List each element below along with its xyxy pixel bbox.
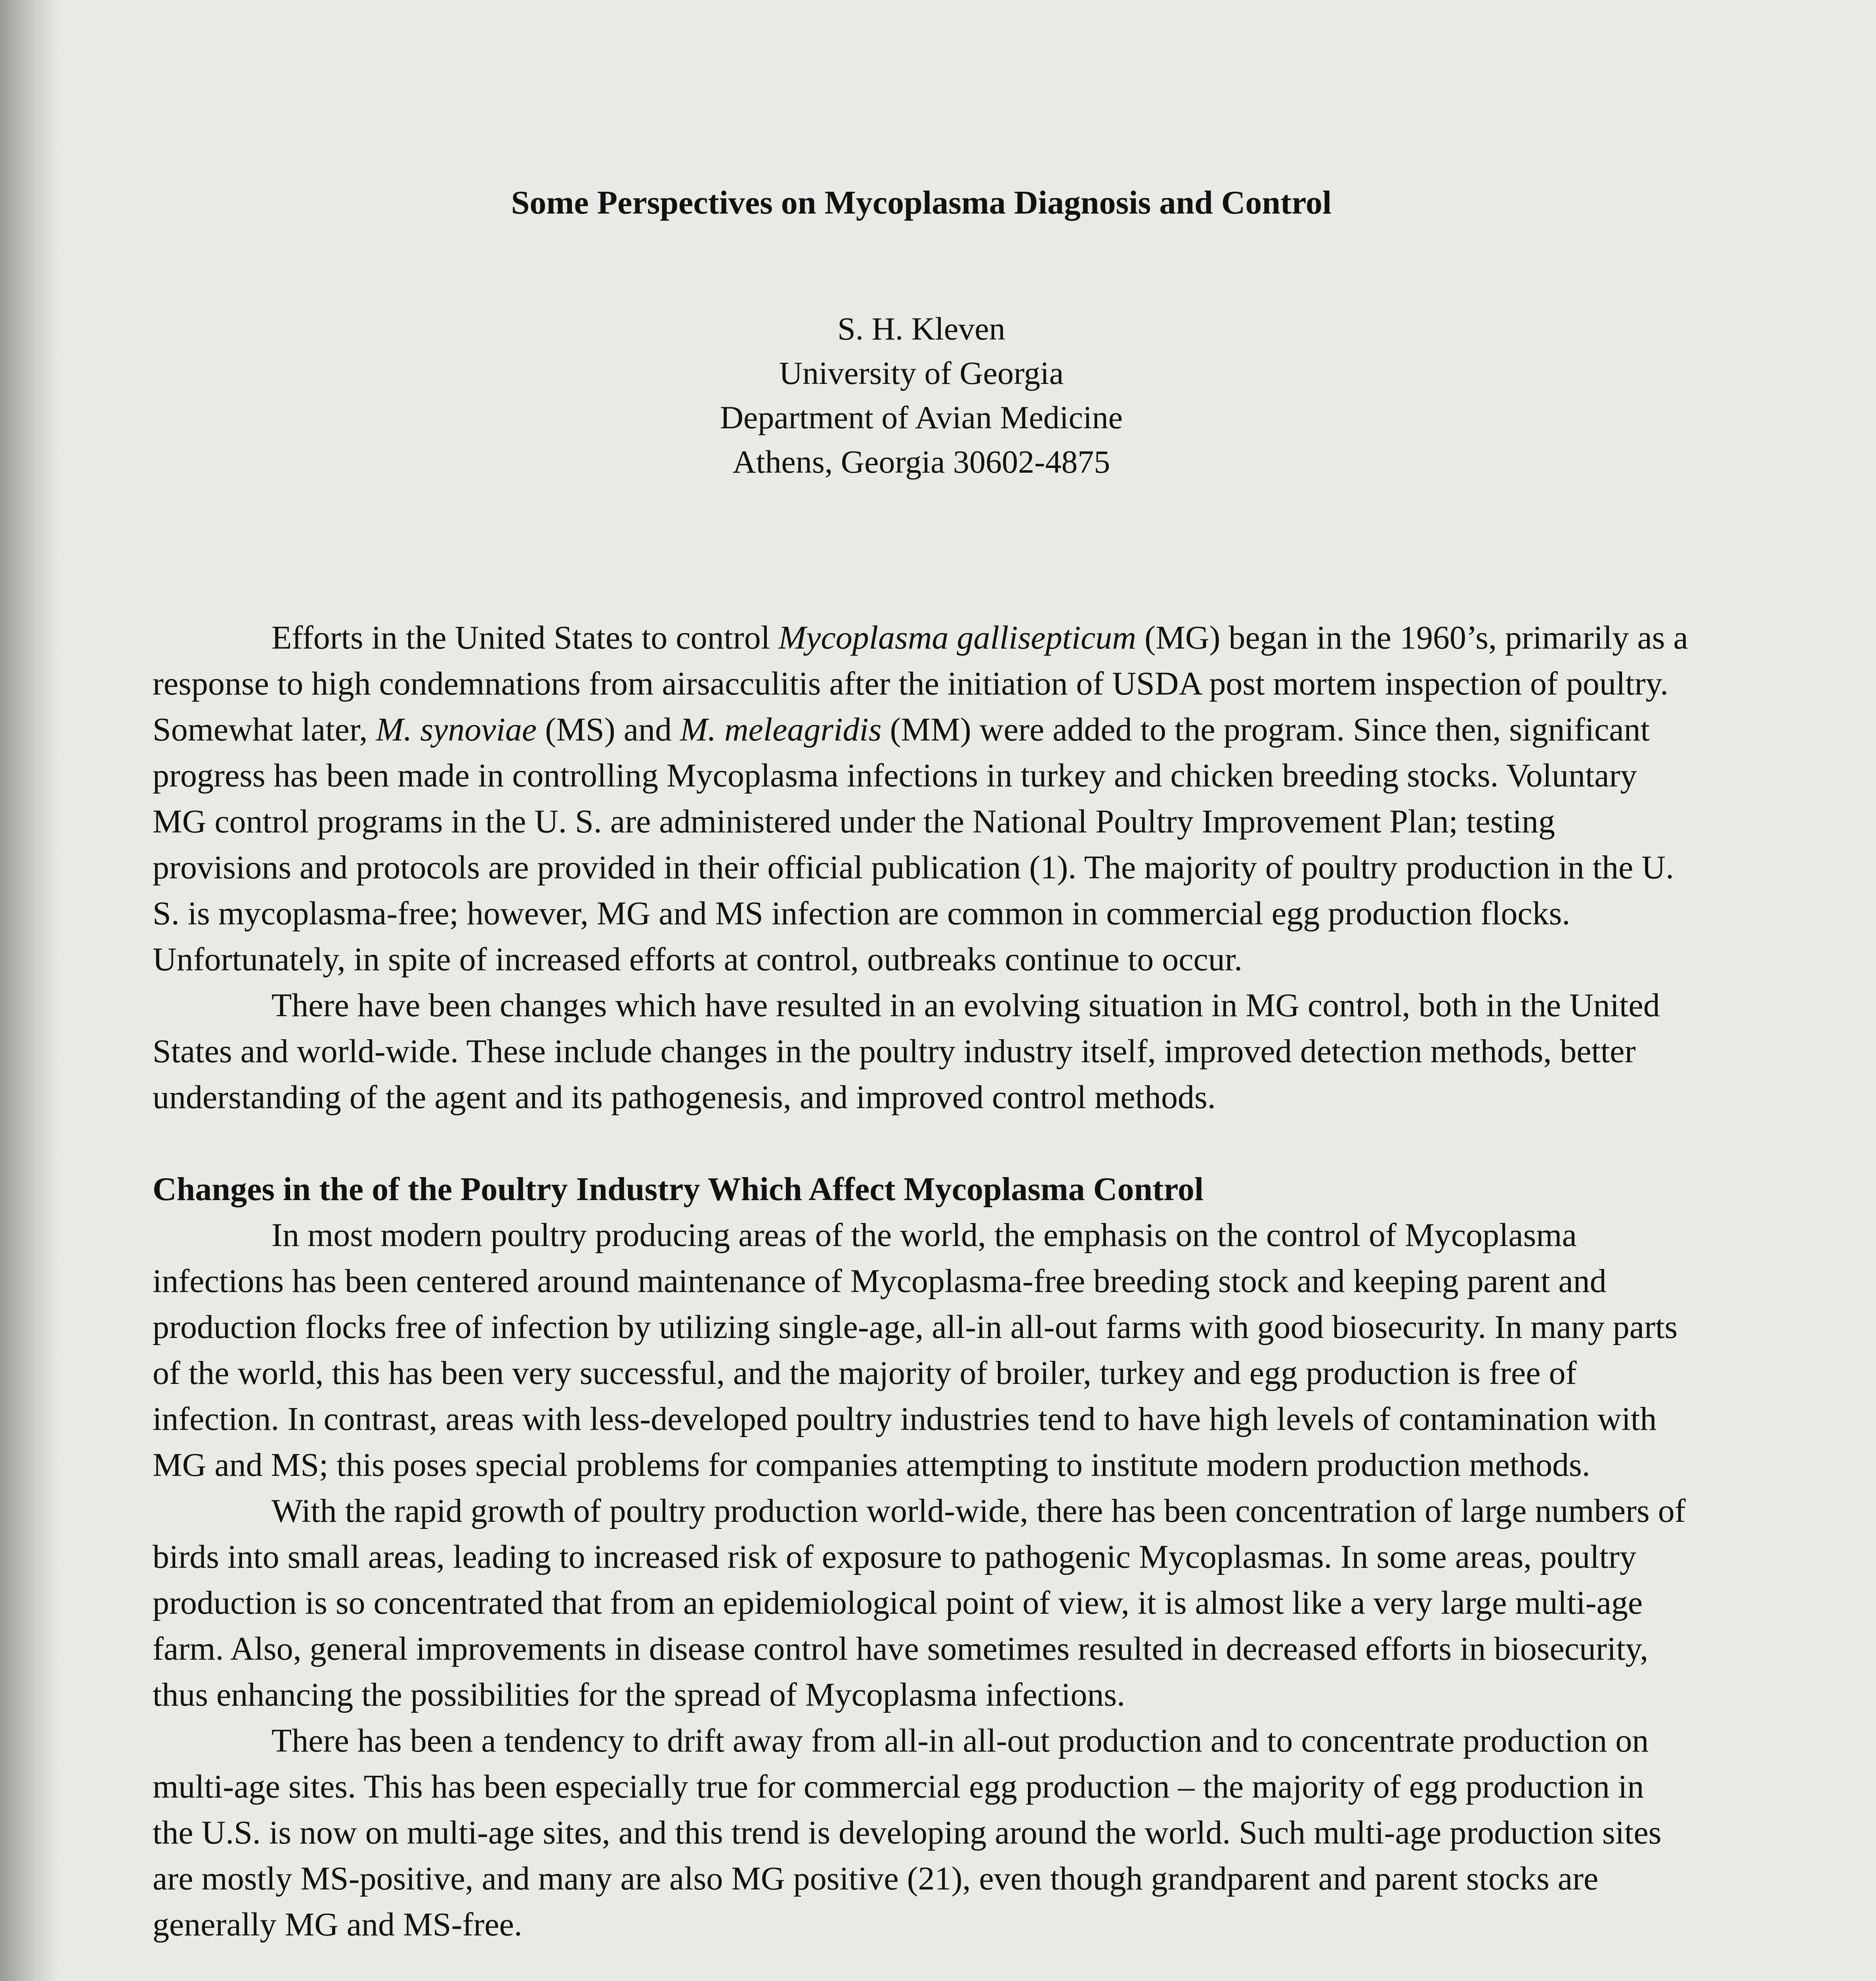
section-heading: Changes in the of the Poultry Industry Which Affect Mycoplasma Control	[153, 1171, 1204, 1208]
intro-paragraph: Efforts in the United States to control Mycoplasma gallisepticum (MG) began in the 1960’s, primarily as a response to high condemnations from airsacculitis after the initiation of USDA post mortem inspection of poultry. Somewhat later, M. synoviae (MS) and M. meleagridis (MM) were added to the program. Since then, significant progress has been made in controlling Mycoplasma infections in turkey and chicken breeding stocks. Voluntary MG control programs in the U. S. are administered under the National Poultry Improvement Plan; testing provisions and protocols are provided in their official publication (1). The majority of poultry production in the U. S. is mycoplasma-free; however, MG and MS infection are common in commercial egg production flocks. Unfortunately, in spite of increased efforts at control, outbreaks continue to occur.	[153, 619, 1688, 978]
section-paragraph: With the rapid growth of poultry production world-wide, there has been concentration of large numbers of birds into small areas, leading to increased risk of exposure to pathogenic Mycoplasmas. In some areas, poultry production is so concentrated that from an epidemiological point of view, it is almost like a very large multi-age farm. Also, general improvements in disease control have sometimes resulted in decreased efforts in biosecurity, thus enhancing the possibilities for the spread of Mycoplasma infections.	[153, 1492, 1686, 1713]
document-title: Some Perspectives on Mycoplasma Diagnosis and Control	[511, 184, 1332, 221]
species-name: M. meleagridis	[680, 711, 882, 748]
intro-paragraph: There have been changes which have resulted in an evolving situation in MG control, both in the United States and world-wide. These include changes in the poultry industry itself, improved detection methods, better understanding of the agent and its pathogenesis, and improved control methods.	[153, 987, 1660, 1116]
document-page	[153, 186, 1690, 1948]
scan-shadow-edge	[0, 0, 59, 1981]
industry-section	[153, 1166, 1690, 1948]
author-block	[153, 307, 1690, 484]
intro-section	[153, 615, 1690, 1120]
affiliation-address: Athens, Georgia 30602-4875	[732, 444, 1110, 480]
section-paragraph: There has been a tendency to drift away from all-in all-out production and to concentrate production on multi-age sites. This has been especially true for commercial egg production – the majority of egg production in the U.S. is now on multi-age sites, and this trend is developing around the world. Such multi-age production sites are mostly MS-positive, and many are also MG positive (21), even though grandparent and parent stocks are generally MG and MS-free.	[153, 1722, 1662, 1943]
species-name: M. synoviae	[376, 711, 537, 748]
section-paragraph: In most modern poultry producing areas of the world, the emphasis on the control of Mycoplasma infections has been centered around maintenance of Mycoplasma-free breeding stock and keeping parent and production flocks free of infection by utilizing single-age, all-in all-out farms with good biosecurity. In many parts of the world, this has been very successful, and the majority of broiler, turkey and egg production is free of infection. In contrast, areas with less-developed poultry industries tend to have high levels of contamination with MG and MS; this poses special problems for companies attempting to institute modern production methods.	[153, 1217, 1678, 1483]
affiliation-department: Department of Avian Medicine	[720, 399, 1123, 435]
affiliation-university: University of Georgia	[779, 355, 1064, 391]
author-name: S. H. Kleven	[837, 311, 1005, 347]
species-name: Mycoplasma gallisepticum	[778, 619, 1137, 656]
